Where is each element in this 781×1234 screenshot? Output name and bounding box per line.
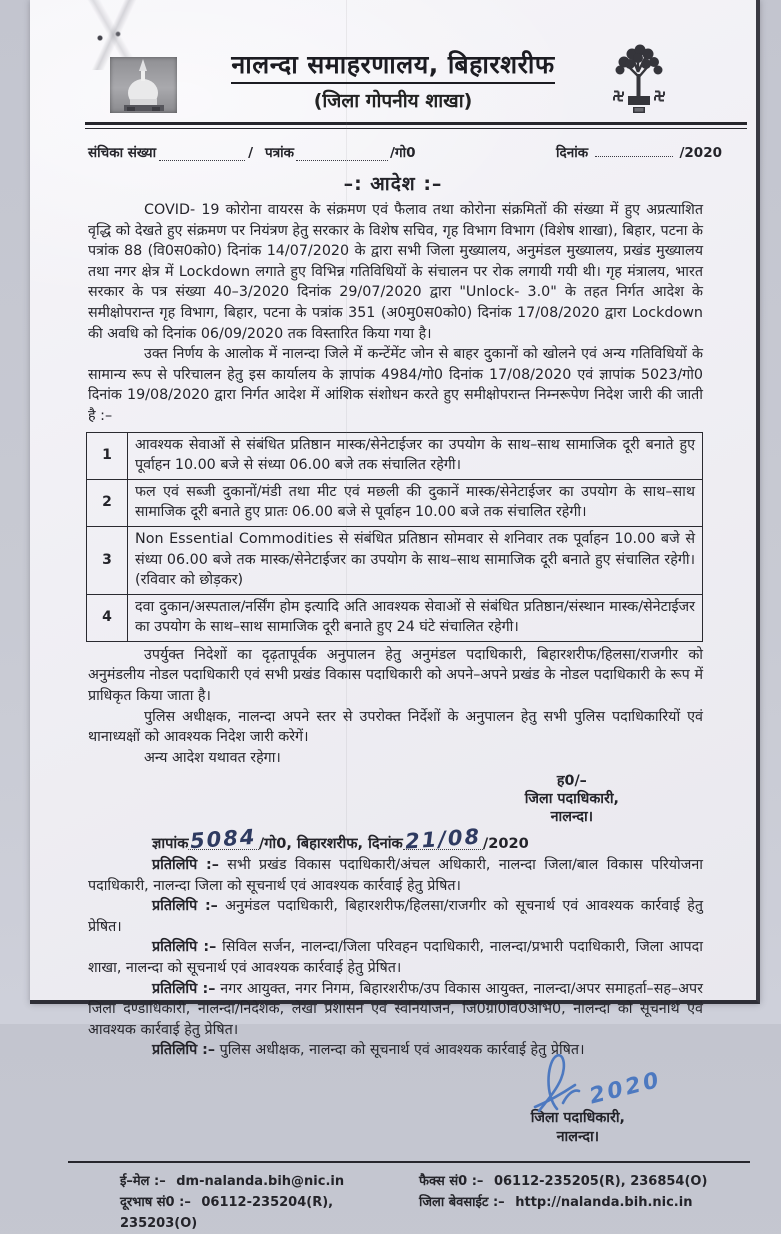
row-text: Non Essential Commodities से संबंधित प्रतिष्ठान सोमवार से शनिवार तक पूर्वाहन 10.00 बजे से संध्या 06.00 बजे तक मास्क/सेनेटाईजर का उपयोग के साथ–साथ सामाजिक दूरी बनाते हुए संचालित रहेगी। (रविवार को छोड़कर) [128,526,703,594]
copy-text: पुलिस अधीक्षक, नालन्दा को सूचनार्थ एवं आवश्यक कार्रवाई हेतु प्रेषित। [215,1042,585,1059]
memo-number-blank [188,825,258,854]
copy-forwarding-3 [88,937,703,978]
order-paragraph-5: अन्य आदेश यथावत रहेगा। [144,749,281,766]
bihar-government-emblem [610,44,668,118]
phone-value: 06112-235204(R), 235203(O) [120,1194,334,1231]
order-body [88,200,703,1147]
directions-table [86,432,703,642]
fax-row [419,1171,750,1192]
signature-block-1-row [88,768,703,826]
letter-number-blank [296,148,388,161]
website-label: जिला बेवसाईट :– [419,1194,505,1210]
order-heading: –: आदेश :– [343,173,443,195]
signature-block-2 [530,1063,664,1147]
memo-suffix: /2020 [482,835,529,853]
copy-text: सिविल सर्जन, नालन्दा/जिला परिवहन पदाधिकारी, नालन्दा/प्रभारी पदाधिकारी, जिला आपदा शाखा, नालन्दा को सूचनार्थ एवं आवश्यक कार्रवाई हेतु प्रेषित। [88,939,703,976]
copy-forwarding-2 [88,896,703,937]
memo-number-line [88,824,703,855]
copy-label: प्रतिलिपि :– [152,980,216,997]
email-value: dm-nalanda.bih@nic.in [176,1173,345,1189]
bodhi-tree-icon [610,44,668,118]
date-label: दिनांक [556,145,589,161]
letter-number-label: पत्रांक [265,145,295,161]
district: नालन्दा। [556,1128,600,1145]
district: नालन्दा। [550,809,594,826]
signature-block-2-row [88,1063,703,1147]
phone-label: दूरभाष सं0 :– [120,1194,191,1210]
signed-abbrev: ह0/– [556,773,587,790]
date-blank [595,144,673,157]
order-paragraph-4: पुलिस अधीक्षक, नालन्दा अपने स्तर से उपरोक्त निर्देशों के अनुपालन हेतु सभी पुलिस पदाधिकारियों एवं थानाध्यक्षों को आवश्यक निदेश जारी करेगें। [88,708,703,746]
order-paragraph-2: उक्त निर्णय के आलोक में नालन्दा जिले में कन्टेंमेंट जोन से बाहर दुकानों को खोलने एवं अन्य गतिविधियों के सामान्य रूप से परिचालन हेतु इस कार्यालय के ज्ञापांक 4984/गो0 दिनांक 17/08/2020 एवं ज्ञापांक 5023/गो0 दिनांक 19/08/2020 द्वारा निर्गत आदेश में आंशिक संशोधन करते हुए समीक्षोपरान्त निम्नरूपेण निदेश जारी की जाती है :– [88,346,704,424]
row-number: 3 [87,526,128,594]
copy-forwarding-4 [88,979,703,1041]
website-value: http://nalanda.bih.nic.in [515,1194,693,1210]
memo-label: ज्ञापांक [152,835,189,853]
table-row [87,479,703,526]
fax-label: फैक्स सं0 :– [419,1173,484,1189]
copy-text: अनुमंडल पदाधिकारी, बिहारशरीफ/हिलसा/राजगीर को सूचनार्थ एवं आवश्यक कार्रवाई हेतु प्रेषित। [88,898,703,935]
table-row [87,432,703,479]
memo-middle: /गो0, बिहारशरीफ, दिनांक [258,835,403,853]
copy-text: नगर आयुक्त, नगर निगम, बिहारशरीफ/उप विकास आयुक्त, नालन्दा/अपर समाहर्ता–सह–अपर जिला दण्डाधिकारी, नालन्दा/निदेशक, लेखा प्रशासन एवं स्वनियोजन, जि0ग्रा0वि0अभि0, नालन्दा को सूचनार्थ एवं आवश्यक कार्रवाई हेतु प्रेषित। [88,980,703,1038]
letter-number-suffix: /गो0 [390,145,416,161]
email-row [120,1171,409,1192]
handwritten-date: 21/08 [404,824,482,855]
row-text: फल एवं सब्जी दुकानों/मंडी तथा मीट एवं मछली की दुकानें मास्क/सेनेटाईजर का उपयोग के साथ–साथ सामाजिक दूरी बनाते हुए प्रातः 06.00 बजे से पूर्वाहन 10.00 बजे तक संचालित रहेगी। [128,479,703,526]
row-number: 2 [87,479,128,526]
date-group [556,143,722,161]
stupa-photo-logo [110,57,177,113]
order-paragraph-1: COVID- 19 कोरोना वायरस के संक्रमण एवं फैलाव तथा कोरोना संक्रमितों की संख्या में हुए अप्रत्याशित वृद्धि को देखते हुए संक्रमण पर नियंत्रण हेतु सरकार के विशेष सचिव, गृह विभाग विभाग (विशेष शाखा), बिहार, पटना के पत्रांक 88 (वि0स0को0) दिनांक 14/07/2020 के द्वारा सभी जिला मुख्यालय, अनुमंडल मुख्यालय, प्रखंड मुख्यालय तथा नगर क्षेत्र में Lockdown लगाते हुए विभिन्न गतिविधियों के संचालन पर रोक लगायी गयी थी। गृह मंत्रालय, भारत सरकार के पत्र संख्या 40–3/2020 दिनांक 29/07/2020 द्वारा "Unlock- 3.0" के तहत निर्गत आदेश के समीक्षोपरान्त गृह विभाग, बिहार, पटना के पत्रांक 351 (अ0मु0स0को0) दिनांक 17/08/2020 द्वारा Lockdown की अवधि को दिनांक 06/09/2020 तक विस्तारित किया गया है। [88,202,703,342]
memo-date-blank [403,824,483,855]
office-title: नालन्दा समाहरणालय, बिहारशरीफ [231,47,554,84]
copy-forwarding-1 [88,855,703,896]
phone-row [120,1192,409,1234]
handwritten-signature-year: 2020 [586,1067,664,1110]
copy-label: प्रतिलिपि :– [152,939,217,956]
table-row [87,526,703,594]
website-row [419,1192,750,1213]
row-text: दवा दुकान/अस्पताल/नर्सिंग होम इत्यादि अति आवश्यक सेवाओं से संबंधित प्रतिष्ठान/संस्थान मास्क/सेनेटाईजर का उपयोग के साथ–साथ सामाजिक दूरी बनाते हुए 24 घंटे संचालित रहेगी। [128,594,703,641]
order-paragraph-3: उपर्युक्त निदेशों का दृढ़तापूर्वक अनुपालन हेतु अनुमंडल पदाधिकारी, बिहारशरीफ/हिलसा/राजगीर को अनुमंडलीय नोडल पदाधिकारी एवं सभी प्रखंड विकास पदाधिकारी को अपने–अपने प्रखंड के नोडल पदाधिकारी के रूप में प्राधिकृत किया जाता है। [88,646,703,705]
date-suffix: /2020 [679,145,722,161]
branch-subtitle: (जिला गोपनीय शाखा) [313,90,473,112]
row-text: आवश्यक सेवाओं से संबंधित प्रतिष्ठान मास्क/सेनेटाईजर का उपयोग के साथ–साथ सामाजिक दूरी बनाते हुए पूर्वाहन 10.00 बजे से संध्या 06.00 बजे तक संचालित रहेगी। [128,432,703,479]
copy-text: सभी प्रखंड विकास पदाधिकारी/अंचल अधिकारी, नालन्दा जिला/बाल विकास परियोजना पदाधिकारी, नालन्दा जिला को सूचनार्थ एवं आवश्यक कार्रवाई हेतु प्रेषित। [88,857,703,894]
footer-left-column [68,1171,409,1234]
scanned-document-page [30,0,760,1231]
designation: जिला पदाधिकारी, [524,791,619,808]
file-number-label: संचिका संख्या [88,145,157,161]
copy-label: प्रतिलिपि :– [152,1042,216,1059]
row-number: 4 [87,594,128,641]
table-row [87,594,703,641]
fax-value: 06112-235205(R), 236854(O) [493,1173,708,1189]
copy-label: प्रतिलिपि :– [152,898,218,915]
letterhead [30,0,756,120]
file-number-blank [159,148,245,161]
signature-block-1 [525,772,619,826]
handwritten-memo-number: 5084 [189,825,258,854]
paper-fold-line [346,0,347,1000]
reference-line [88,143,726,161]
header-divider-rule [85,122,747,129]
footer-right-column [409,1171,750,1234]
designation: जिला पदाधिकारी, [530,1109,625,1126]
footer-contact-bar [68,1161,750,1234]
row-number: 1 [87,432,128,479]
email-label: ई–मेल :– [120,1173,166,1189]
slash: / [248,145,254,161]
stupa-icon [110,57,177,113]
copy-label: प्रतिलिपि :– [152,857,219,874]
